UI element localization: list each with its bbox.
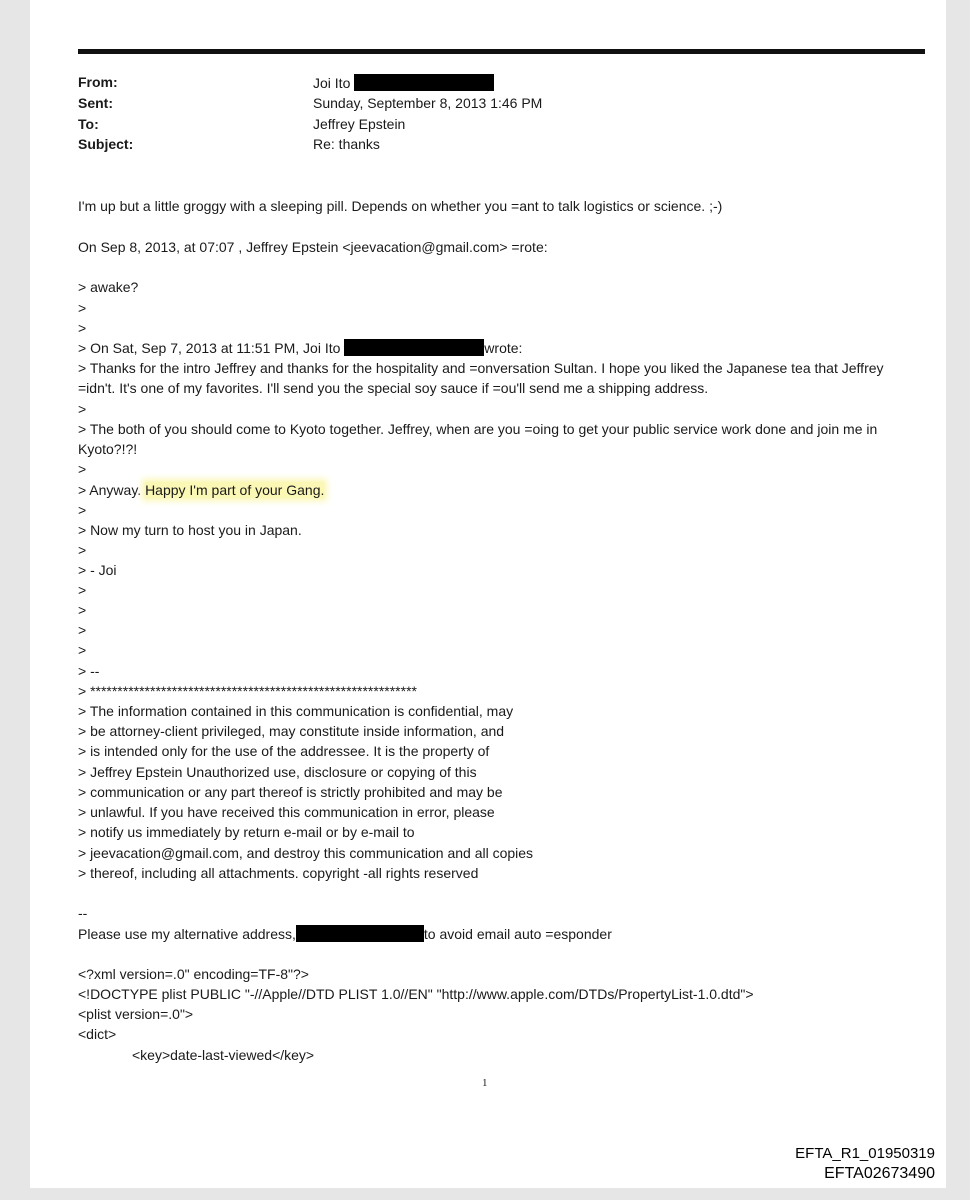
quote-dash: > --: [78, 663, 100, 679]
disclaimer-line: > notify us immediately by return e-mail or by e-mail to: [78, 824, 415, 840]
subject-label: Subject:: [78, 136, 134, 152]
quote-host: > Now my turn to host you in Japan.: [78, 522, 302, 538]
from-label: From:: [78, 74, 118, 90]
disclaimer-line: > is intended only for the use of the addressee. It is the property of: [78, 743, 490, 759]
disclaimer-line: > thereof, including all attachments. copyright -all rights reserved: [78, 865, 479, 881]
redaction-box: [296, 925, 424, 942]
bates-number: EFTA02673490: [824, 1165, 935, 1182]
disclaimer-line: > jeevacation@gmail.com, and destroy this communication and all copies: [78, 845, 534, 861]
quote-line: >: [78, 502, 87, 518]
quote-thanks: > Thanks for the intro Jeffrey and thanks for the hospitality and =onversation Sultan. I hope you liked the Japanese tea that Jeffrey =idn't. It's one of my favorites. I'll send you the special soy sauce if =ou'll send me a shipping address.: [78, 360, 884, 396]
disclaimer-line: > Jeffrey Epstein Unauthorized use, disclosure or copying of this: [78, 764, 477, 780]
quote-line: >: [78, 461, 87, 477]
disclaimer-line: > communication or any part thereof is strictly prohibited and may be: [78, 784, 503, 800]
quote-line: >: [78, 642, 87, 658]
quote-line: >: [78, 542, 87, 558]
xml-line: <dict>: [78, 1026, 117, 1042]
subject-value: Re: thanks: [313, 136, 380, 152]
quote-kyoto: > The both of you should come to Kyoto together. Jeffrey, when are you =oing to get your public service work done and join me in Kyoto?!?!: [78, 421, 878, 457]
quote-signature: > - Joi: [78, 562, 117, 578]
quote-anyway: > Anyway. Happy I'm part of your Gang.: [78, 482, 325, 498]
page-number: 1: [482, 1077, 488, 1089]
sent-label: Sent:: [78, 95, 113, 111]
redaction-box: [344, 339, 484, 356]
redaction-box: [354, 74, 494, 91]
quote-line: >: [78, 300, 87, 316]
quote-line-onsat: > On Sat, Sep 7, 2013 at 11:51 PM, Joi Ito wrote:: [78, 340, 523, 356]
document-page: [30, 0, 946, 1188]
xml-line: <plist version=.0">: [78, 1006, 194, 1022]
disclaimer-line: > The information contained in this communication is confidential, may: [78, 703, 514, 719]
xml-line: <!DOCTYPE plist PUBLIC "-//Apple//DTD PLIST 1.0//EN" "http://www.apple.com/DTDs/PropertyList-1.0.dtd">: [78, 986, 754, 1002]
to-value: Jeffrey Epstein: [313, 116, 406, 132]
header-rule: [78, 49, 925, 54]
quote-line: >: [78, 582, 87, 598]
alt-address-line: Please use my alternative address, to avoid email auto =esponder: [78, 926, 612, 942]
xml-line: <?xml version=.0" encoding=TF-8"?>: [78, 966, 309, 982]
highlighted-text: Happy I'm part of your Gang.: [145, 482, 325, 498]
reply-text: I'm up but a little groggy with a sleeping pill. Depends on whether you =ant to talk logistics or science. ;-): [78, 198, 723, 214]
to-label: To:: [78, 116, 99, 132]
sent-value: Sunday, September 8, 2013 1:46 PM: [313, 95, 543, 111]
disclaimer-line: > be attorney-client privileged, may constitute inside information, and: [78, 723, 505, 739]
from-value: Joi Ito: [313, 74, 494, 91]
bates-number: EFTA_R1_01950319: [795, 1145, 935, 1162]
quote-line: >: [78, 320, 87, 336]
quote-line: >: [78, 602, 87, 618]
quote-line: >: [78, 622, 87, 638]
quote-line: > awake?: [78, 279, 139, 295]
quote-line: >: [78, 401, 87, 417]
xml-line: <key>date-last-viewed</key>: [132, 1047, 315, 1063]
quote-intro: On Sep 8, 2013, at 07:07 , Jeffrey Epstein <jeevacation@gmail.com> =rote:: [78, 239, 548, 255]
disclaimer-line: > unlawful. If you have received this communication in error, please: [78, 804, 495, 820]
signature-dash: --: [78, 905, 88, 921]
quote-stars: > ************************************************************: [78, 683, 417, 699]
